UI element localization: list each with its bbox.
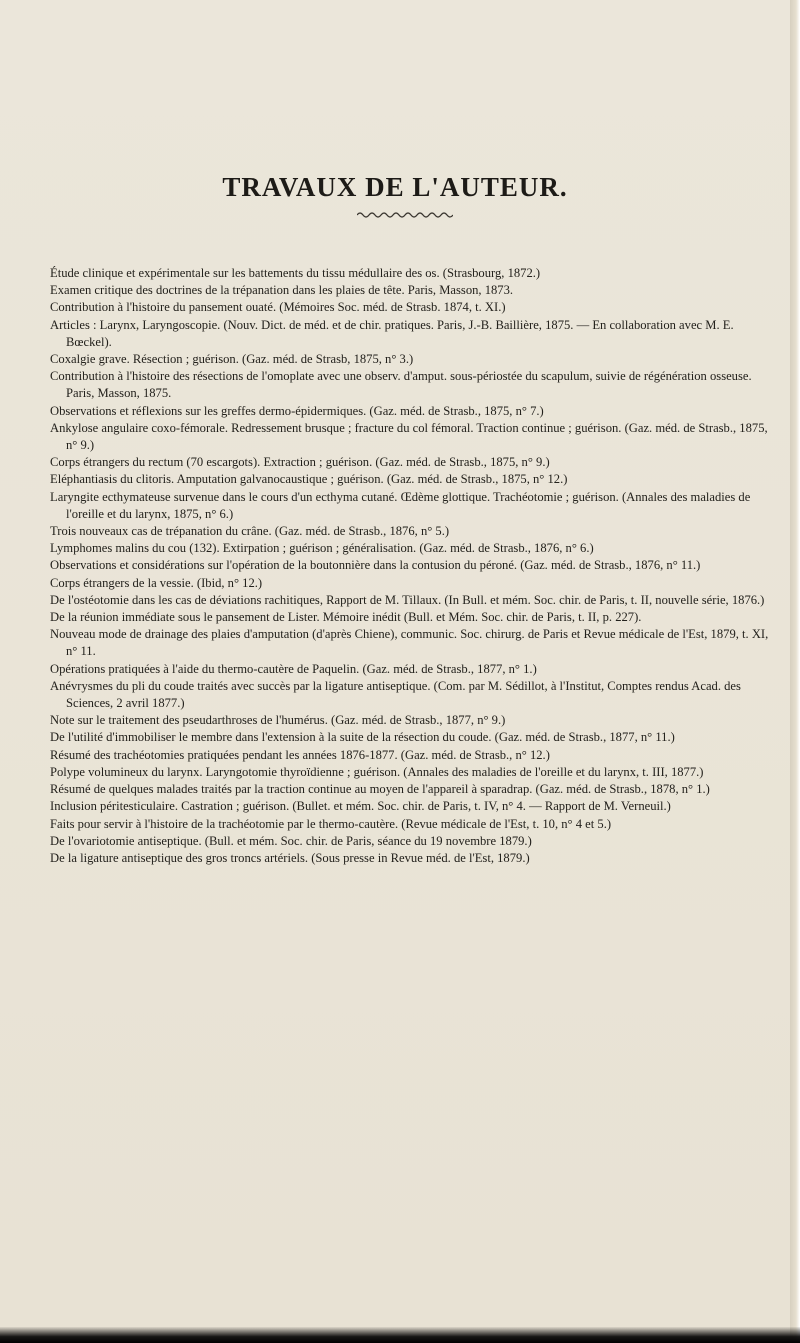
bibliography-entry: Contribution à l'histoire du pansement ouaté. (Mémoires Soc. méd. de Strasb. 1874, t. XI.) xyxy=(50,300,506,315)
bibliography-entry: Étude clinique et expérimentale sur les battements du tissu médullaire des os. (Strasbourg, 1872.) xyxy=(50,266,541,280)
bibliography-entry: Inclusion péritesticulaire. Castration ; guérison. (Bullet. et mém. Soc. chir. de Paris, t. IV, n° 4. — Rapport de M. Verneuil.) xyxy=(50,799,671,814)
bibliography-entry: Eléphantiasis du clitoris. Amputation galvanocaustique ; guérison. (Gaz. méd. de Strasb., 1875, n° 12.) xyxy=(50,472,568,487)
scan-bottom-edge xyxy=(0,1327,800,1343)
bibliography-entry: Ankylose angulaire coxo-fémorale. Redressement brusque ; fracture du col fémoral. Traction continue ; guérison. (Gaz. méd. de Strasb., 1875, n° 9.) xyxy=(50,420,768,453)
bibliography-entry: Examen critique des doctrines de la trépanation dans les plaies de tête. Paris, Masson, 1873. xyxy=(50,283,514,298)
bibliography-entry: Trois nouveaux cas de trépanation du crâne. (Gaz. méd. de Strasb., 1876, n° 5.) xyxy=(50,524,450,539)
bibliography-entry: Corps étrangers de la vessie. (Ibid, n° 12.) xyxy=(50,575,263,590)
bibliography-entry: Résumé des trachéotomies pratiquées pendant les années 1876-1877. (Gaz. méd. de Strasb., n° 12.) xyxy=(50,747,550,762)
bibliography-entry: De la ligature antiseptique des gros troncs artériels. (Sous presse in Revue méd. de l'Est, 1879.) xyxy=(50,850,530,865)
bibliography-entry: Contribution à l'histoire des résections de l'omoplate avec une observ. d'amput. sous-périostée du scapulum, suivie de régénération osseuse. Paris, Masson, 1875. xyxy=(50,369,752,401)
bibliography-entry: De l'ostéotomie dans les cas de déviations rachitiques, Rapport de M. Tillaux. (In Bull. et mém. Soc. chir. de Paris, t. II, nouvelle série, 1876.) xyxy=(50,592,765,607)
wavy-rule-ornament xyxy=(357,210,453,220)
bibliography-entry: De l'utilité d'immobiliser le membre dans l'extension à la suite de la résection du coude. (Gaz. méd. de Strasb., 1877, n° 11.) xyxy=(50,730,675,745)
page-title: TRAVAUX DE L'AUTEUR. xyxy=(222,172,568,202)
bibliography-entry: Polype volumineux du larynx. Laryngotomie thyroïdienne ; guérison. (Annales des maladies de l'oreille et du larynx, t. III, 1877.) xyxy=(50,764,704,779)
bibliography-entry: De l'ovariotomie antiseptique. (Bull. et mém. Soc. chir. de Paris, séance du 19 novembre 1879.) xyxy=(50,833,532,848)
page-edge xyxy=(790,0,800,1343)
bibliography-entry: Laryngite ecthymateuse survenue dans le cours d'un ecthyma cutané. Œdème glottique. Trachéotomie ; guérison. (Annales des maladies de l'oreille et du larynx, 1875, n° 6.) xyxy=(50,489,751,521)
bibliography-entry: Corps étrangers du rectum (70 escargots). Extraction ; guérison. (Gaz. méd. de Strasb., 1875, n° 9.) xyxy=(50,455,550,470)
bibliography-entry: Coxalgie grave. Résection ; guérison. (Gaz. méd. de Strasb, 1875, n° 3.) xyxy=(50,352,414,367)
bibliography-entry: Anévrysmes du pli du coude traités avec succès par la ligature antiseptique. (Com. par M. Sédillot, à l'Institut, Comptes rendus Acad. des Sciences, 2 avril 1877.) xyxy=(50,678,741,711)
bibliography-entry: Observations et considérations sur l'opération de la boutonnière dans la contusion du péroné. (Gaz. méd. de Strasb., 1876, n° 11.) xyxy=(50,558,701,573)
bibliography-entry: De la réunion immédiate sous le pansement de Lister. Mémoire inédit (Bull. et Mém. Soc. chir. de Paris, t. II, p. 227). xyxy=(50,610,642,625)
bibliography-entry: Articles : Larynx, Laryngoscopie. (Nouv. Dict. de méd. et de chir. pratiques. Paris, J.-B. Baillière, 1875. — En collaboration avec M. E. Bœckel). xyxy=(50,317,734,349)
bibliography-entry: Faits pour servir à l'histoire de la trachéotomie par le thermo-cautère. (Revue médicale de l'Est, t. 10, n° 4 et 5.) xyxy=(50,816,612,831)
bibliography-entry: Opérations pratiquées à l'aide du thermo-cautère de Paquelin. (Gaz. méd. de Strasb., 1877, n° 1.) xyxy=(50,661,537,676)
bibliography-entry: Lymphomes malins du cou (132). Extirpation ; guérison ; généralisation. (Gaz. méd. de Strasb., 1876, n° 6.) xyxy=(50,541,594,556)
bibliography-entry: Note sur le traitement des pseudarthroses de l'humérus. (Gaz. méd. de Strasb., 1877, n° 9.) xyxy=(50,713,506,728)
bibliography-entry: Observations et réflexions sur les greffes dermo-épidermiques. (Gaz. méd. de Strasb., 1875, n° 7.) xyxy=(50,403,544,418)
bibliography-entry: Nouveau mode de drainage des plaies d'amputation (d'après Chiene), communic. Soc. chirurg. de Paris et Revue médicale de l'Est, 1879, t. XI, n° 11. xyxy=(50,627,769,659)
bibliography-list xyxy=(50,265,780,867)
bibliography-entry: Résumé de quelques malades traités par la traction continue au moyen de l'appareil à sparadrap. (Gaz. méd. de Strasb., 1878, n° 1.) xyxy=(50,782,710,797)
